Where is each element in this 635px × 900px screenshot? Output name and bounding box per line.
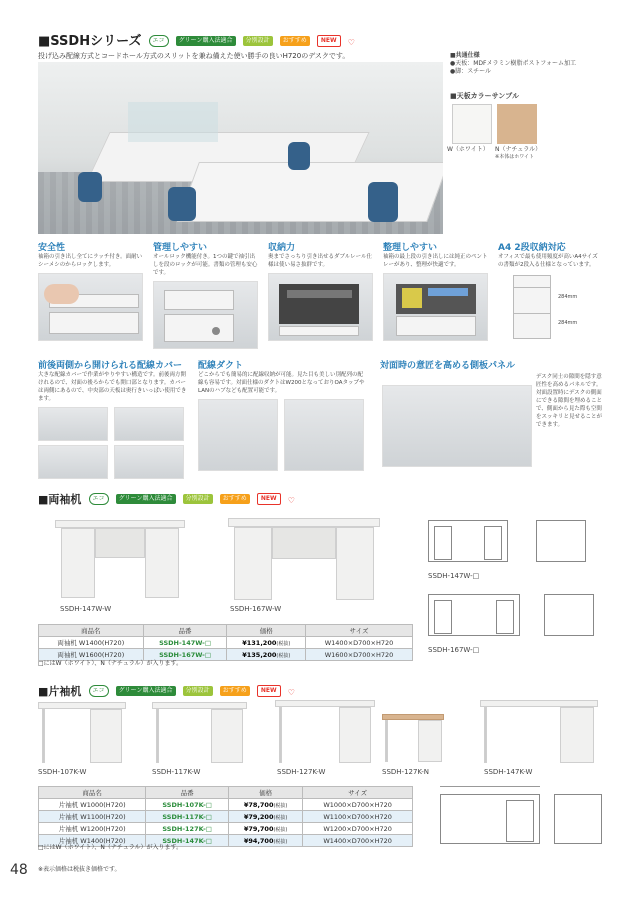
product-label: SSDH-167W-W [230, 605, 282, 613]
intro-text: 投げ込み配線方式とコードホール方式のスリットを兼ね備えた使い勝手の良いH720のデスクです。 [38, 52, 350, 60]
page-title: ■SSDHシリーズ [38, 34, 142, 49]
price-cell [227, 649, 306, 661]
color-note: □にはW（ホワイト）、N（ナチュラル）が入ります。 [38, 660, 183, 667]
section-title: ■両袖机 [38, 493, 82, 506]
col-header: 品番 [143, 625, 227, 637]
feature-photo [198, 399, 368, 471]
table-row [39, 637, 413, 649]
col-header: 価格 [227, 625, 306, 637]
price-cell [229, 823, 303, 835]
dimension-label: 284mm [558, 320, 578, 326]
tax-note: (税抜) [273, 814, 288, 821]
feature-photo [380, 371, 602, 471]
new-badge: NEW [257, 685, 281, 697]
feature-title: 収納力 [268, 243, 296, 253]
product-size: W1100×D700×H720 [303, 811, 413, 823]
desk-photo-167w [228, 518, 380, 602]
new-badge: NEW [257, 493, 281, 505]
product-name: 両袖机 W1600(H720) [39, 649, 144, 661]
desk-photo-127k-n [382, 714, 444, 764]
feature-photo [498, 273, 603, 341]
tax-note: (税抜) [273, 802, 288, 809]
col-header: サイズ [303, 787, 413, 799]
feature-photo [38, 407, 190, 479]
heart-icon: ♡ [347, 38, 355, 47]
price: ¥78,700 [243, 800, 274, 809]
feature-desc: デスク同士の隙間を隠す意匠性を高めるパネルです。対面設置時にデスクの側面にできる隙間を埋めることで、側面から見た際も空間をスッキリと見せることができます。 [536, 374, 603, 428]
separate-design-badge: 分別設計 [243, 36, 273, 46]
price-cell [229, 835, 303, 847]
table-row [39, 823, 413, 835]
tax-note: (税抜) [273, 838, 288, 845]
eco-mark-badge: エコ [89, 493, 109, 505]
feature-title: 安全性 [38, 243, 66, 253]
tax-note: (税抜) [273, 826, 288, 833]
section-title: ■片袖机 [38, 685, 82, 698]
feature-manageable [153, 240, 258, 349]
section-header [38, 30, 355, 49]
product-code: SSDH-107K-□ [146, 799, 229, 811]
feature-duct [198, 358, 368, 471]
footer-note: ※表示価格は税抜き価格です。 [38, 866, 121, 873]
feature-desc: 袖箱の引き出し全てにラッチ付き。面耐いシーメシのからロックします。 [38, 254, 143, 268]
desk-photo-107k [38, 702, 126, 764]
desk-photo-147w [55, 520, 185, 600]
product-size: W1400×D700×H720 [306, 637, 413, 649]
drawing-147w [428, 512, 598, 567]
feature-a4 [498, 240, 603, 341]
feature-storage [268, 240, 373, 341]
price: ¥135,200 [242, 650, 277, 659]
green-purchase-badge: グリーン購入法適合 [116, 494, 176, 504]
table-header-row [39, 787, 413, 799]
feature-safety [38, 240, 143, 341]
price-cell [227, 637, 306, 649]
product-code: SSDH-167W-□ [143, 649, 227, 661]
price-cell [229, 799, 303, 811]
feature-title: 前後両側から開けられる配線カバー [38, 361, 183, 371]
product-size: W1400×D700×H720 [303, 835, 413, 847]
natural-swatch [497, 104, 537, 144]
drawing-label: SSDH-147W-□ [428, 572, 480, 580]
feature-desc: オフィスで最も使用頻度が高いA4サイズの書類が2段入る仕様となっています。 [498, 254, 598, 268]
price: ¥79,200 [243, 812, 274, 821]
product-size: W1000×D700×H720 [303, 799, 413, 811]
top-color-title: ■天板カラーサンプル [450, 92, 519, 100]
desk-photo-127k-w [275, 700, 375, 764]
drawing-katasode [440, 780, 610, 850]
product-size: W1200×D700×H720 [303, 823, 413, 835]
separate-design-badge: 分別設計 [183, 686, 213, 696]
price-cell [229, 811, 303, 823]
top-color-samples [450, 92, 519, 100]
product-name: 両袖机 W1400(H720) [39, 637, 144, 649]
drawing-167w [428, 586, 598, 641]
product-label: SSDH-127K-W [277, 768, 326, 776]
price: ¥79,700 [243, 824, 274, 833]
new-badge: NEW [317, 35, 341, 47]
product-code: SSDH-147K-□ [146, 835, 229, 847]
product-name: 片袖机 W1100(H720) [39, 811, 146, 823]
price: ¥131,200 [242, 638, 277, 647]
desk-photo-147k [480, 700, 598, 764]
tax-note: (税抜) [276, 640, 291, 647]
katasode-spec-table [38, 786, 413, 847]
color-note: □にはW（ホワイト）、N（ナチュラル）が入ります。 [38, 844, 183, 851]
col-header: サイズ [306, 625, 413, 637]
dimension-label: 284mm [558, 294, 578, 300]
drawing-label: SSDH-167W-□ [428, 646, 480, 654]
product-code: SSDH-127K-□ [146, 823, 229, 835]
col-header: 商品名 [39, 787, 146, 799]
feature-desc: 大きな配線カバーで作業がやりやすい構造です。前後両方開けれるので、対面の後ろからでも開口部となります。カバーは両側にあるので、中央部の天板は奥行きいっぱい使用できます。 [38, 372, 187, 402]
tax-note: (税抜) [276, 652, 291, 659]
feature-organize [383, 240, 488, 341]
ryousode-spec-table [38, 624, 413, 661]
common-spec [450, 52, 576, 76]
product-size: W1600×D700×H720 [306, 649, 413, 661]
common-spec-item: ●脚：スチール [450, 68, 491, 75]
common-spec-item: ●天板：MDFメラミン樹脂ポストフォーム加工 [450, 60, 577, 67]
eco-mark-badge: エコ [149, 35, 169, 47]
white-swatch-label: W（ホワイト） [447, 146, 489, 153]
feature-photo [38, 273, 143, 341]
recommend-badge: おすすめ [280, 36, 310, 46]
price: ¥94,700 [243, 836, 274, 845]
col-header: 商品名 [39, 625, 144, 637]
product-label: SSDH-107K-W [38, 768, 87, 776]
white-swatch [452, 104, 492, 144]
feature-photo [383, 273, 488, 341]
desk-photo-117k [152, 702, 247, 764]
separate-design-badge: 分別設計 [183, 494, 213, 504]
feature-title: A4 2段収納対応 [498, 243, 566, 253]
heart-icon: ♡ [287, 688, 295, 697]
feature-desc: どこからでも簡易的に配線収納が可能。見た目も美しい別配列の配線も容易です。対面仕様のダクトはW200となっておりOAタップやLANのハブなども配置可能です。 [198, 372, 365, 394]
eco-mark-badge: エコ [89, 685, 109, 697]
ryousode-header [38, 488, 295, 507]
col-header: 価格 [229, 787, 303, 799]
feature-desc: 奥までさっちり引き出せるダブルレール仕様は使い易さ抜群です。 [268, 254, 373, 268]
table-row [39, 811, 413, 823]
feature-title: 配線ダクト [198, 361, 244, 371]
heart-icon: ♡ [287, 496, 295, 505]
product-label: SSDH-117K-W [152, 768, 201, 776]
feature-title: 整理しやすい [383, 243, 438, 253]
green-purchase-badge: グリーン購入法適合 [176, 36, 236, 46]
main-office-photo [38, 62, 443, 234]
recommend-badge: おすすめ [220, 686, 250, 696]
product-label: SSDH-147K-W [484, 768, 533, 776]
green-purchase-badge: グリーン購入法適合 [116, 686, 176, 696]
feature-photo [153, 281, 258, 349]
product-label: SSDH-147W-W [60, 605, 112, 613]
feature-desc: 袖箱の最上段の引き出しには純正のペントレーがあり、整理が快適です。 [383, 254, 488, 268]
product-name: 片袖机 W1400(H720) [39, 835, 146, 847]
table-row [39, 799, 413, 811]
common-spec-title: ■共通仕様 [450, 52, 480, 59]
recommend-badge: おすすめ [220, 494, 250, 504]
col-header: 品番 [146, 787, 229, 799]
feature-wiring-cover [38, 358, 190, 479]
natural-swatch-note: ※本体はホワイト [495, 154, 535, 160]
natural-swatch-label: N（ナチュラル） [495, 146, 542, 153]
product-name: 片袖机 W1200(H720) [39, 823, 146, 835]
katasode-header [38, 680, 295, 699]
product-label: SSDH-127K-N [382, 768, 430, 776]
feature-desc: オールロック機能付き。1つの鍵で袖引出しを段のロックが可能。書類の管理も安心です。 [153, 254, 258, 276]
table-header-row [39, 625, 413, 637]
page-number: 48 [10, 862, 28, 878]
feature-photo [268, 273, 373, 341]
product-name: 片袖机 W1000(H720) [39, 799, 146, 811]
feature-title: 管理しやすい [153, 243, 208, 253]
product-code: SSDH-147W-□ [143, 637, 227, 649]
feature-side-panel [380, 358, 602, 471]
feature-title: 対面時の意匠を高める側板パネル [380, 361, 516, 371]
product-code: SSDH-117K-□ [146, 811, 229, 823]
